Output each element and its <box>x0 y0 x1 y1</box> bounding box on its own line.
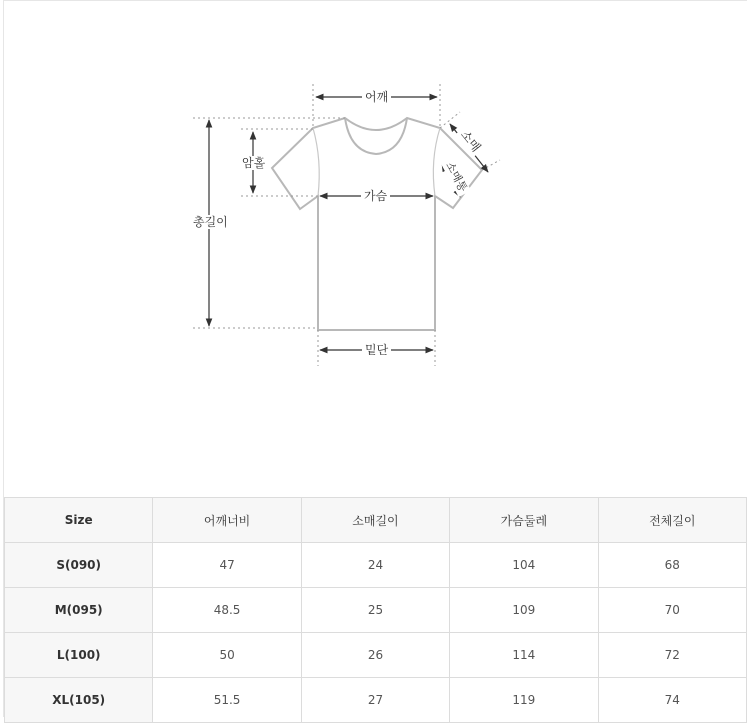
table-row <box>5 588 747 633</box>
cell-sleeve-length: 24 <box>301 543 449 588</box>
cell-shoulder-width: 47 <box>153 543 301 588</box>
label-chest: 가슴 <box>361 189 390 203</box>
label-shoulder: 어깨 <box>362 90 391 104</box>
cell-shoulder-width: 51.5 <box>153 678 301 723</box>
label-total-length: 총길이 <box>190 215 231 229</box>
header-shoulder-width: 어깨너비 <box>153 498 301 543</box>
cell-sleeve-length: 25 <box>301 588 449 633</box>
cell-chest-circumference: 119 <box>450 678 598 723</box>
cell-total-length: 70 <box>598 588 746 633</box>
row-size-label: S(090) <box>5 543 153 588</box>
cell-sleeve-length: 27 <box>301 678 449 723</box>
label-hem: 밑단 <box>362 343 391 357</box>
row-size-label: XL(105) <box>5 678 153 723</box>
table-header-row <box>5 498 747 543</box>
cell-shoulder-width: 48.5 <box>153 588 301 633</box>
label-sleeve: 소매 <box>456 125 485 157</box>
header-total-length: 전체길이 <box>598 498 746 543</box>
cell-total-length: 72 <box>598 633 746 678</box>
cell-total-length: 68 <box>598 543 746 588</box>
cell-chest-circumference: 104 <box>450 543 598 588</box>
row-size-label: L(100) <box>5 633 153 678</box>
label-sleeve-opening: 소매통 <box>441 157 471 197</box>
cell-total-length: 74 <box>598 678 746 723</box>
header-size: Size <box>5 498 153 543</box>
header-sleeve-length: 소매길이 <box>301 498 449 543</box>
cell-chest-circumference: 114 <box>450 633 598 678</box>
table-row <box>5 633 747 678</box>
size-table <box>4 497 747 723</box>
label-armhole: 암홀 <box>239 156 268 170</box>
cell-shoulder-width: 50 <box>153 633 301 678</box>
table-row <box>5 543 747 588</box>
row-size-label: M(095) <box>5 588 153 633</box>
table-row <box>5 678 747 723</box>
cell-chest-circumference: 109 <box>450 588 598 633</box>
header-chest-circumference: 가슴둘레 <box>450 498 598 543</box>
tshirt-outline <box>272 118 482 330</box>
cell-sleeve-length: 26 <box>301 633 449 678</box>
